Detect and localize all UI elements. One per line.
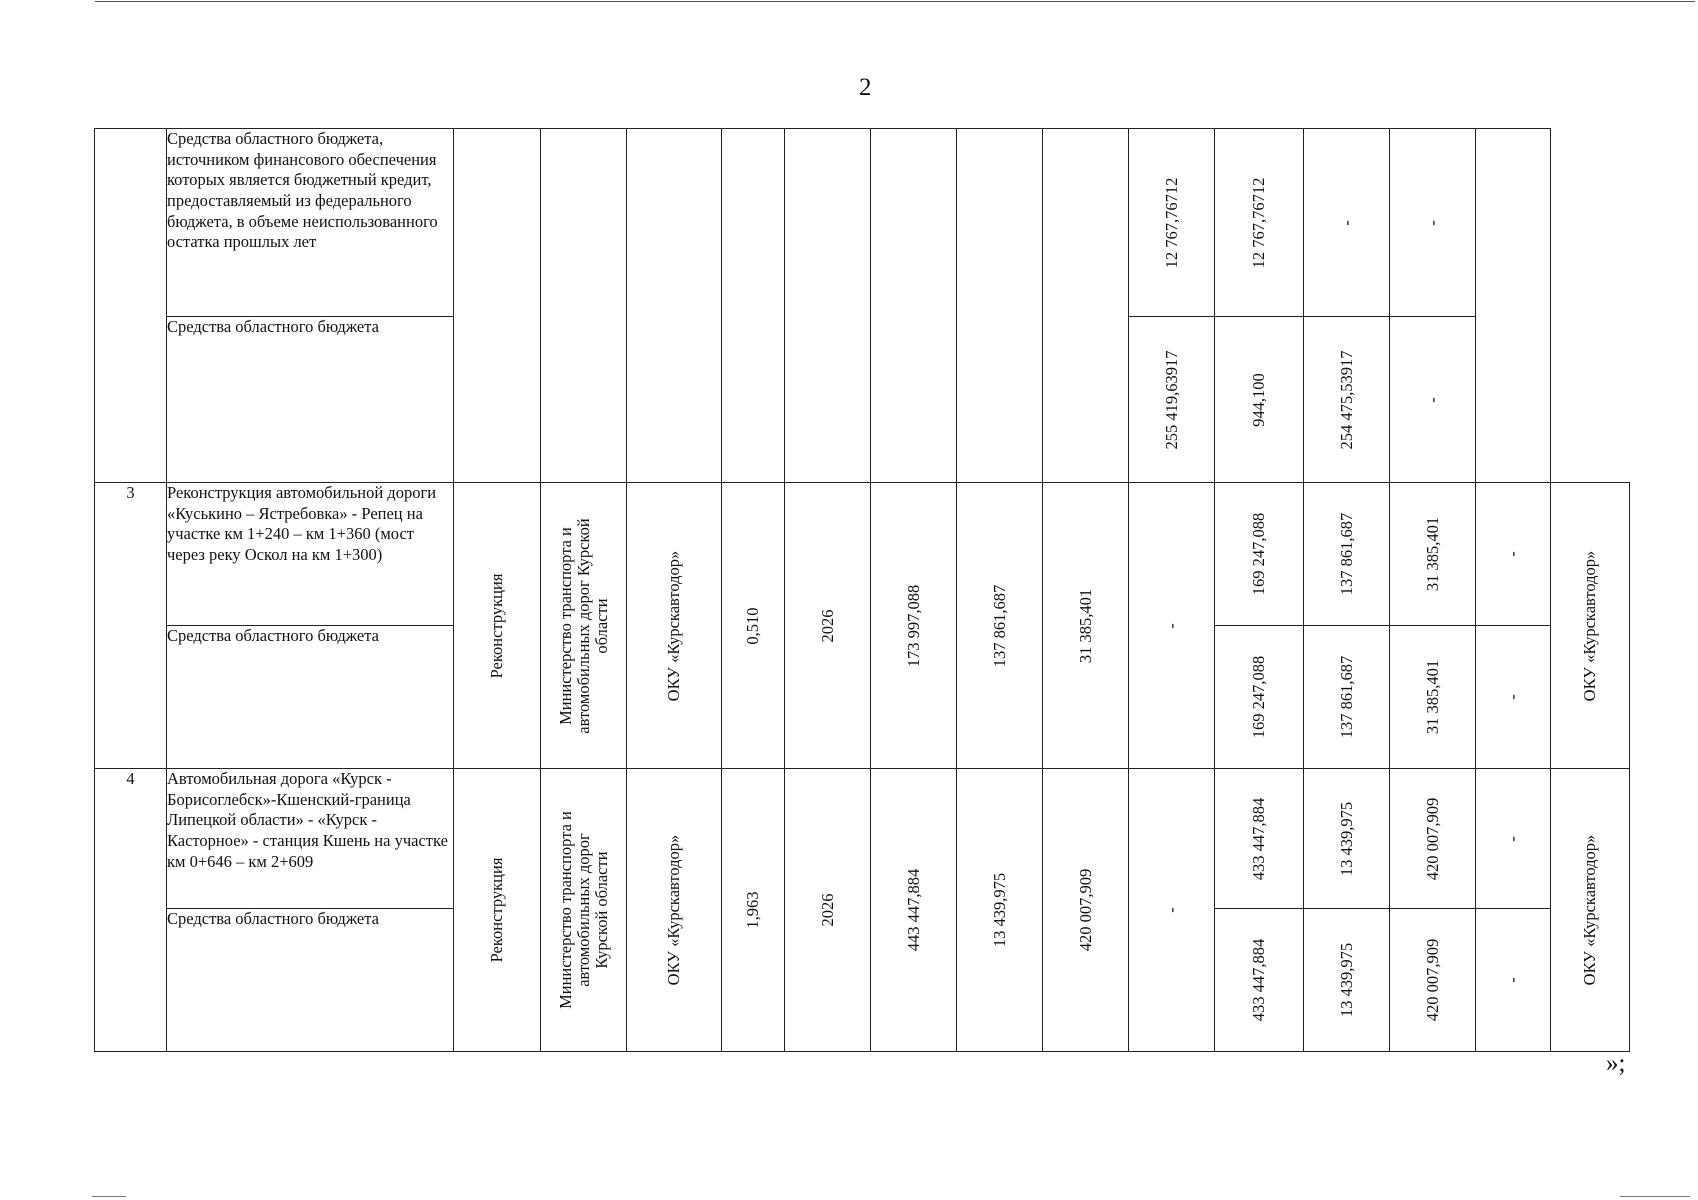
year-2025-cell: 944,100 [1215, 317, 1304, 483]
recipient-cell: ОКУ «Курскавтодор» [1551, 769, 1630, 1052]
top-rule [95, 1, 1695, 2]
empty-cell [541, 129, 627, 483]
customer-cell: Министерство транспорта и автомобильных дорог Курской области [541, 483, 627, 769]
length-cell: 0,510 [722, 483, 785, 769]
remaining-cell: 420 007,909 [1043, 769, 1129, 1052]
year-2027-cell: - [1476, 769, 1551, 909]
builder-cell: ОКУ «Курскавтодор» [627, 483, 722, 769]
year-2026-cell: 31 385,401 [1390, 483, 1476, 626]
empty-cell [1043, 129, 1129, 483]
empty-cell [454, 129, 541, 483]
total-cell: 169 247,088 [1215, 483, 1304, 626]
year-2027-cell: - [1390, 317, 1476, 483]
scan-edge-mark [1620, 1196, 1690, 1197]
empty-cell [785, 129, 871, 483]
year-2027-cell: - [1390, 129, 1476, 317]
year-2025-cell: 12 767,76712 [1215, 129, 1304, 317]
funding-source-label: Средства областного бюджета, источником финансового обеспечения которых является бюджетный кредит, предоставляемый из федерального бюджета, в объеме неиспользованного остатка прошлых лет [167, 129, 454, 317]
table-row [95, 483, 1630, 626]
total-cell: 12 767,76712 [1129, 129, 1215, 317]
spent-cell: 137 861,687 [957, 483, 1043, 769]
other-cell: - [1129, 483, 1215, 769]
year-2026-cell: 31 385,401 [1390, 626, 1476, 769]
remaining-cell: 31 385,401 [1043, 483, 1129, 769]
budget-table [94, 128, 1630, 1052]
row-number-cell [95, 129, 167, 483]
empty-cell [871, 129, 957, 483]
year-2025-cell: 137 861,687 [1304, 626, 1390, 769]
spent-cell: 13 439,975 [957, 769, 1043, 1052]
year-2026-cell: 254 475,53917 [1304, 317, 1390, 483]
empty-cell [722, 129, 785, 483]
work-type-cell: Реконструкция [454, 769, 541, 1052]
total-cell: 433 447,884 [1215, 769, 1304, 909]
object-name: Автомобильная дорога «Курск - Борисоглебск»-Кшенский-граница Липецкой области» - «Курск - Касторное» - станция Кшень на участке км 0+646 – км 2+609 [167, 769, 454, 909]
object-name: Реконструкция автомобильной дороги «Куськино – Ястребовка» - Репец на участке км 1+240 – км 1+360 (мост через реку Оскол на км 1+300) [167, 483, 454, 626]
builder-cell: ОКУ «Курскавтодор» [627, 769, 722, 1052]
length-cell: 1,963 [722, 769, 785, 1052]
other-cell: - [1129, 769, 1215, 1052]
year-2027-cell: - [1476, 909, 1551, 1052]
total-cell: 255 419,63917 [1129, 317, 1215, 483]
table-row [95, 129, 1630, 317]
row-number: 4 [95, 769, 167, 1052]
empty-cell [627, 129, 722, 483]
total-cell: 433 447,884 [1215, 909, 1304, 1052]
estimated-cost-cell: 173 997,088 [871, 483, 957, 769]
year-2026-cell: 420 007,909 [1390, 909, 1476, 1052]
closing-quote-mark: »; [1606, 1050, 1626, 1077]
year-2025-cell: 13 439,975 [1304, 909, 1390, 1052]
year-2026-cell: 420 007,909 [1390, 769, 1476, 909]
year-2026-cell: - [1304, 129, 1390, 317]
work-type-cell: Реконструкция [454, 483, 541, 769]
recipient-cell: ОКУ «Курскавтодор» [1551, 483, 1630, 769]
year-2027-cell: - [1476, 626, 1551, 769]
customer-cell: Министерство транспорта и автомобильных дорог Курской области [541, 769, 627, 1052]
scan-edge-mark [92, 1196, 126, 1197]
funding-source-label: Средства областного бюджета [167, 317, 454, 483]
empty-cell [1476, 129, 1551, 483]
page-number: 2 [859, 74, 872, 101]
table-row [95, 769, 1630, 909]
year-2025-cell: 137 861,687 [1304, 483, 1390, 626]
estimated-cost-cell: 443 447,884 [871, 769, 957, 1052]
funding-source-label: Средства областного бюджета [167, 909, 454, 1052]
year-2027-cell: - [1476, 483, 1551, 626]
year-cell: 2026 [785, 483, 871, 769]
year-cell: 2026 [785, 769, 871, 1052]
funding-source-label: Средства областного бюджета [167, 626, 454, 769]
empty-cell [957, 129, 1043, 483]
total-cell: 169 247,088 [1215, 626, 1304, 769]
row-number: 3 [95, 483, 167, 769]
year-2025-cell: 13 439,975 [1304, 769, 1390, 909]
